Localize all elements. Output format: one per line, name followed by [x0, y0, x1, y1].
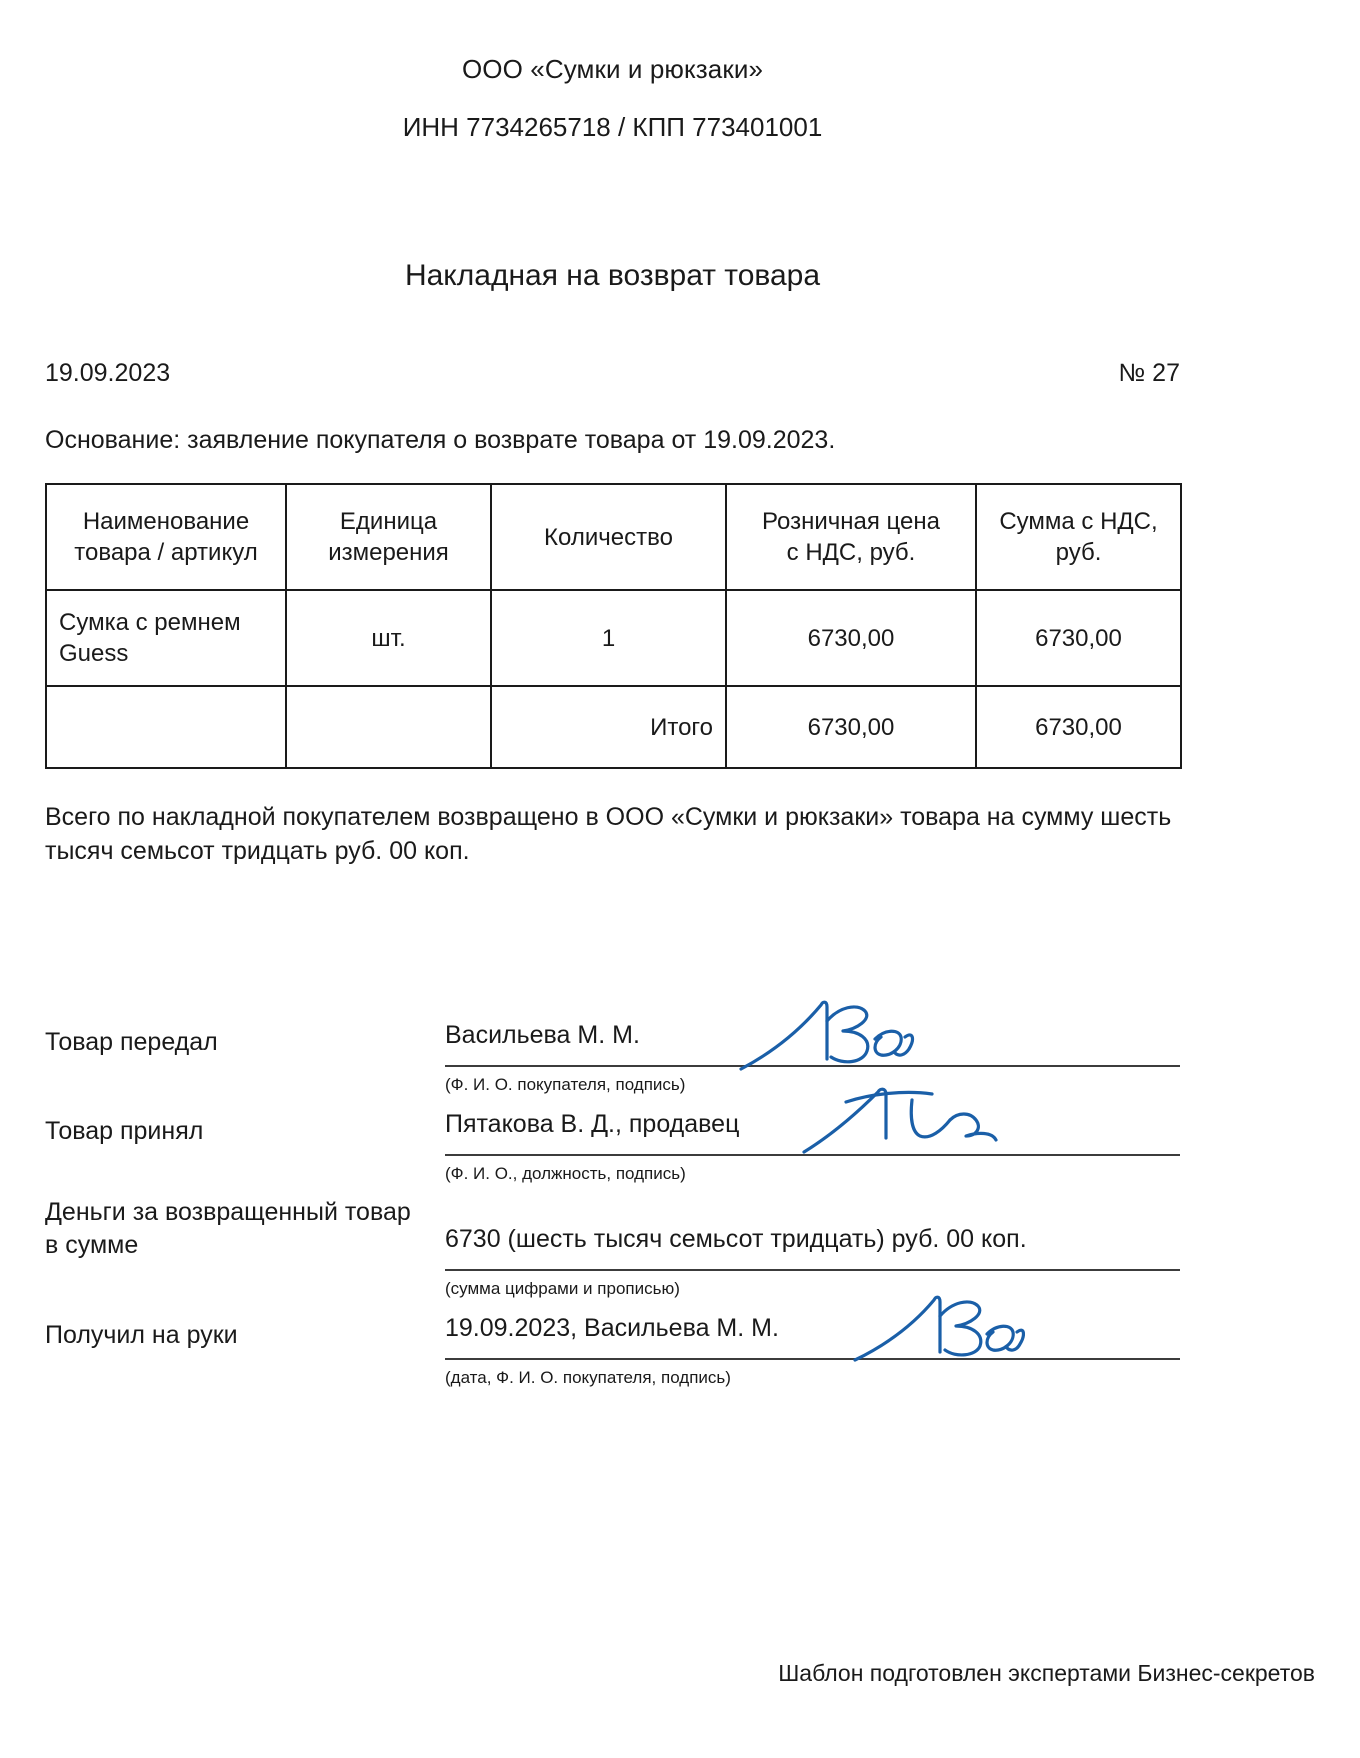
signature-caption-accepted: (Ф. И. О., должность, подпись): [445, 1164, 686, 1183]
organization-header: [45, 0, 1180, 144]
column-header-sum: [976, 484, 1181, 590]
signature-row-received: [45, 1311, 1180, 1360]
caption-row-handed-over: [45, 1071, 1180, 1107]
template-credit-footer: Шаблон подготовлен экспертами Бизнес-секретов: [778, 1660, 1315, 1686]
column-header-unit: [286, 484, 491, 590]
caption-row-money: [45, 1275, 1180, 1311]
column-header-quantity-line1: Количество: [544, 523, 673, 551]
document-sheet: [45, 0, 1180, 1400]
cell-totals-blank-2: [286, 686, 491, 768]
signature-field-accepted[interactable]: [445, 1107, 1180, 1156]
document-meta-row: [45, 357, 1180, 389]
cell-goods-price: 6730,00: [726, 590, 976, 686]
signature-caption-handed-over: (Ф. И. О. покупателя, подпись): [445, 1075, 686, 1094]
organization-name: ООО «Сумки и рюкзаки»: [461, 54, 764, 84]
table-header-row: [46, 484, 1181, 590]
signature-value-accepted: Пятакова В. Д., продавец: [445, 1110, 740, 1138]
document-date: 19.09.2023: [45, 359, 171, 387]
signature-label-accepted: Товар принял: [45, 1117, 204, 1145]
cell-totals-sum: 6730,00: [976, 686, 1181, 768]
caption-row-accepted: [45, 1160, 1180, 1196]
cell-totals-label: Итого: [491, 686, 726, 768]
signature-caption-received: (дата, Ф. И. О. покупателя, подпись): [445, 1368, 731, 1387]
column-header-sum-line2: руб.: [1055, 539, 1102, 566]
column-header-unit-line1: Единица: [339, 508, 438, 535]
document-number: № 27: [1118, 359, 1180, 387]
cell-goods-name-line2: Guess: [59, 640, 129, 667]
signature-label-money-line2: в сумме: [45, 1231, 139, 1259]
signature-row-accepted: [45, 1107, 1180, 1156]
column-header-price-line1: Розничная цена: [762, 508, 940, 535]
cell-goods-name-line1: Сумка с ремнем: [59, 609, 241, 636]
cell-totals-blank: [46, 686, 286, 768]
table-row: [46, 590, 1181, 686]
column-header-name-line2: товара / артикул: [74, 539, 258, 566]
cell-goods-name: [46, 590, 286, 686]
signature-field-money[interactable]: [445, 1222, 1180, 1271]
column-header-name: [46, 484, 286, 590]
signature-caption-money: (сумма цифрами и прописью): [445, 1279, 680, 1298]
goods-table-head: [46, 484, 1181, 590]
signature-value-received: 19.09.2023, Васильева М. М.: [445, 1314, 779, 1342]
column-header-name-line1: Наименование: [82, 508, 250, 535]
table-totals-row: [46, 686, 1181, 768]
signature-label-money-line1: Деньги за возвращенный товар: [45, 1198, 411, 1226]
cell-goods-quantity: 1: [491, 590, 726, 686]
column-header-sum-line1: Сумма с НДС,: [999, 508, 1158, 535]
goods-table: [45, 483, 1182, 769]
return-summary: [45, 800, 1180, 868]
signature-row-money: [45, 1196, 1180, 1271]
signature-row-handed-over: [45, 1018, 1180, 1067]
signature-label-handed-over: Товар передал: [45, 1028, 218, 1056]
signature-label-received: Получил на руки: [45, 1321, 238, 1349]
signature-label-money: [45, 1196, 445, 1271]
cell-goods-sum: 6730,00: [976, 590, 1181, 686]
return-summary-line1: Всего по накладной покупателем возвращено в ООО «Сумки и рюкзаки» товара на сумму: [45, 803, 1094, 831]
goods-table-body: [46, 590, 1181, 768]
signature-value-handed-over: Васильева М. М.: [445, 1021, 640, 1049]
page-title: Накладная на возврат товара: [404, 259, 821, 292]
signature-field-received[interactable]: [445, 1311, 1180, 1360]
column-header-price: [726, 484, 976, 590]
column-header-quantity: [491, 484, 726, 590]
column-header-price-line2: с НДС, руб.: [786, 539, 916, 566]
column-header-unit-line2: измерения: [328, 539, 449, 566]
document-basis: Основание: заявление покупателя о возврате товара от 19.09.2023.: [45, 426, 836, 454]
return-summary-line2: шесть тысяч семьсот тридцать руб. 00 коп.: [45, 803, 1172, 865]
cell-goods-unit: шт.: [286, 590, 491, 686]
caption-row-received: [45, 1364, 1180, 1400]
signature-field-handed-over[interactable]: [445, 1018, 1180, 1067]
organization-tax-ids: ИНН 7734265718 / КПП 773401001: [402, 112, 823, 142]
signature-block: [45, 1018, 1180, 1400]
cell-totals-price: 6730,00: [726, 686, 976, 768]
signature-value-money: 6730 (шесть тысяч семьсот тридцать) руб. 00 коп.: [445, 1225, 1027, 1253]
